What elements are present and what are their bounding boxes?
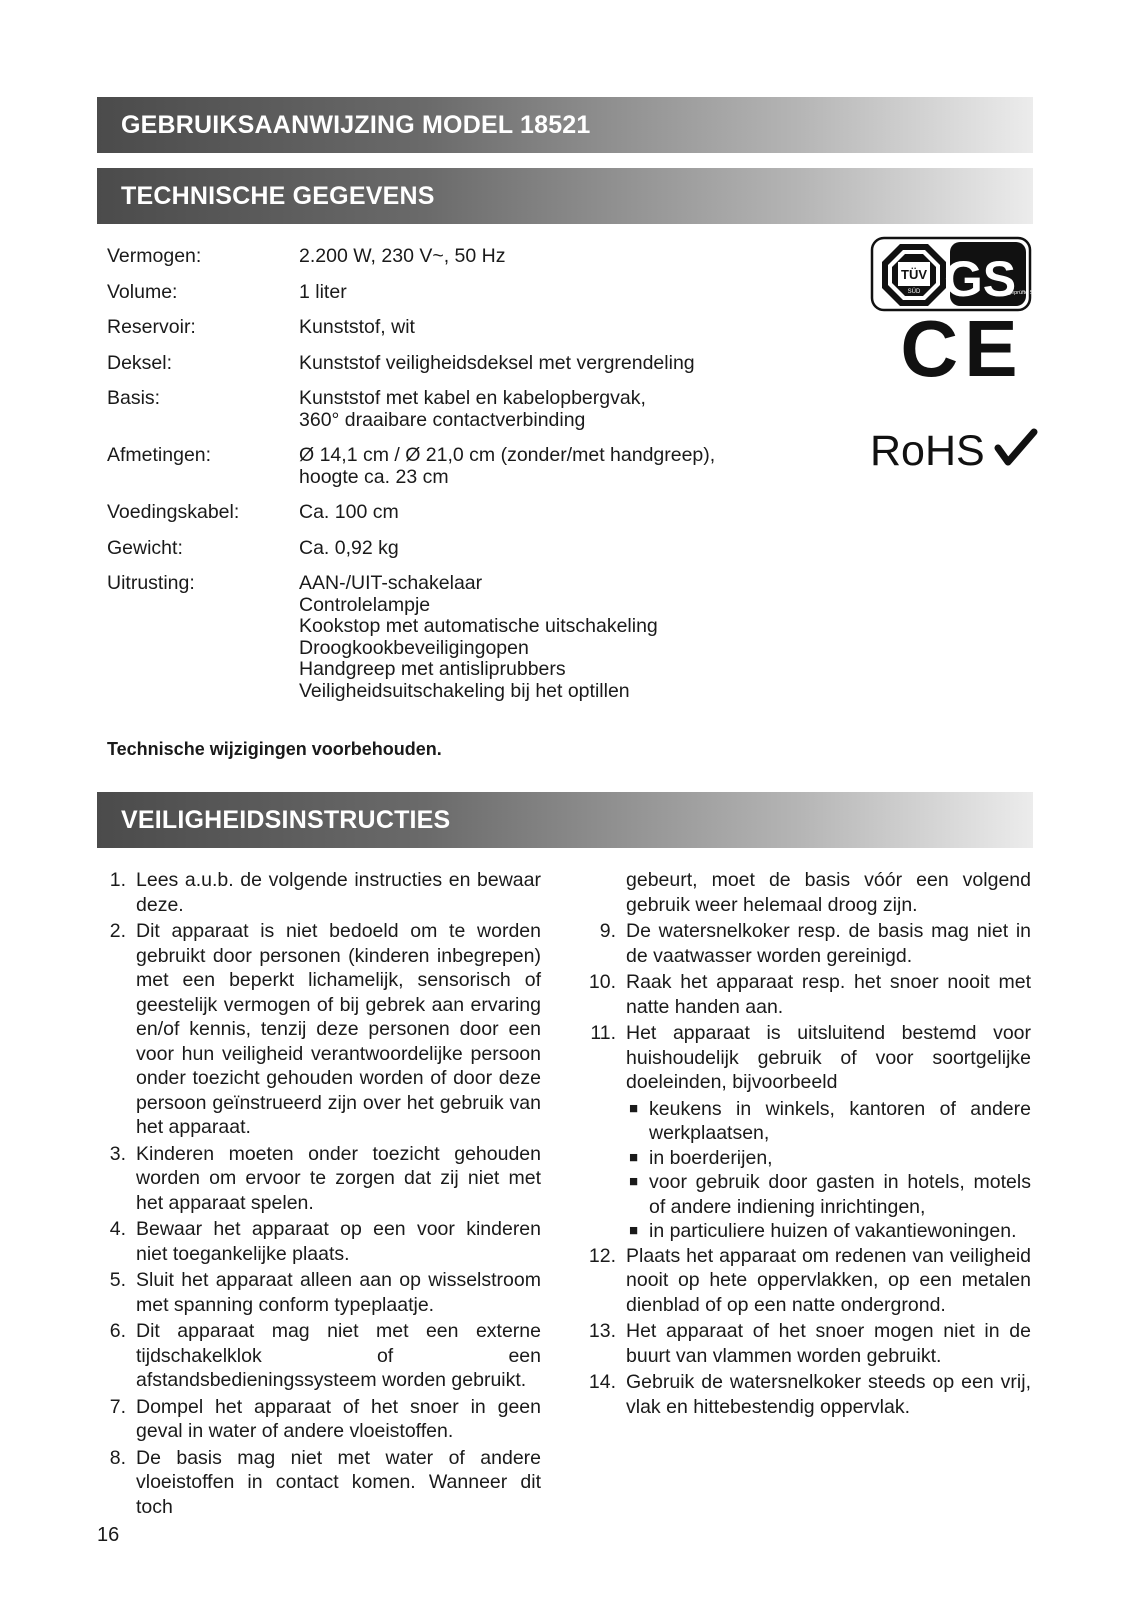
spec-row [107, 246, 787, 268]
spec-label: Voedingskabel: [107, 501, 240, 523]
spec-row [107, 282, 787, 304]
spec-label: Vermogen: [107, 245, 202, 267]
item-text: Plaats het apparaat om redenen van veiligheid nooit op hete oppervlakken, op een metalen dienblad of op een natte ondergrond. [626, 1244, 1031, 1316]
section-title-safety: VEILIGHEIDSINSTRUCTIES [121, 806, 451, 834]
item-number: 1. [109, 869, 126, 891]
technical-changes-note: Technische wijzigingen voorbehouden. [107, 739, 442, 759]
spec-value [299, 445, 787, 488]
item-number: 5. [109, 1269, 126, 1291]
section-title-technical-data: TECHNISCHE GEGEVENS [121, 182, 435, 210]
spec-row [107, 317, 787, 339]
list-item-continued [587, 868, 1031, 917]
list-item [97, 1217, 541, 1266]
spec-table [107, 246, 787, 716]
item-number: 4. [109, 1218, 126, 1240]
spec-row [107, 353, 787, 375]
spec-value-line: Kookstop met automatische uitschakeling [299, 615, 658, 637]
bullet-list [626, 1097, 1031, 1244]
spec-label: Reservoir: [107, 316, 196, 338]
spec-row [107, 388, 787, 431]
gs-text: GS [943, 251, 1017, 307]
bullet-text: voor gebruik door gasten in hotels, motels of andere indiening inrichtingen, [649, 1171, 1031, 1218]
tuv-text: TÜV [901, 267, 927, 282]
bullet-text: keukens in winkels, kantoren of andere werkplaatsen, [649, 1097, 1031, 1144]
item-text: Bewaar het apparaat op een voor kinderen niet toegankelijke plaats. [136, 1218, 541, 1265]
gs-small-text: geprüfte Sicherheit [1008, 290, 1055, 296]
spec-label: Deksel: [107, 351, 173, 374]
spec-value-line: 1 liter [299, 280, 347, 303]
spec-value-line: Ca. 0,92 kg [299, 536, 399, 559]
item-text: Raak het apparaat resp. het snoer nooit met natte handen aan. [626, 971, 1031, 1018]
list-item [97, 1395, 541, 1444]
item-number: 9. [599, 920, 616, 942]
spec-value-line: hoogte ca. 23 cm [299, 465, 449, 488]
spec-value-line: Ø 14,1 cm / Ø 21,0 cm (zonder/met handgreep), [299, 444, 716, 466]
bullet-square-icon: ■ [629, 1099, 639, 1117]
spec-label: Basis: [107, 387, 161, 409]
list-item [97, 919, 541, 1140]
spec-label: Volume: [107, 280, 178, 303]
list-item [587, 970, 1031, 1019]
item-number: 6. [109, 1320, 126, 1342]
ce-text: CE [900, 304, 1024, 393]
item-number: 11. [590, 1022, 616, 1044]
check-icon [998, 432, 1034, 462]
tuv-gs-mark [872, 238, 1055, 310]
bullet-text: in particuliere huizen of vakantiewoningen. [649, 1220, 1017, 1242]
spec-value-line: Kunststof veiligheidsdeksel met vergrendeling [299, 351, 695, 374]
spec-label: Gewicht: [107, 536, 183, 559]
spec-row [107, 538, 787, 560]
spec-value-line: Handgreep met antisliprubbers [299, 658, 566, 680]
spec-value [299, 353, 787, 375]
list-item [97, 1446, 541, 1520]
list-item [97, 1319, 541, 1393]
item-text: Dompel het apparaat of het snoer in geen geval in water of andere vloeistoffen. [136, 1395, 541, 1442]
spec-value [299, 538, 787, 560]
bullet-square-icon: ■ [629, 1173, 639, 1190]
spec-value [299, 573, 787, 702]
item-text: Dit apparaat is niet bedoeld om te worden gebruikt door personen (kinderen inbegrepen) met een beperkt lichamelijk, sensorisch of geestelijk vermogen of bij gebrek aan ervaring en/of kennis, tenzij deze personen door een voor hun veiligheid verantwoordelijke persoon onder toezicht gehouden worden of door deze persoon geïnstrueerd zijn over het gebruik van het apparaat. [136, 920, 541, 1138]
item-text: Sluit het apparaat alleen aan op wisselstroom met spanning conform typeplaatje. [136, 1269, 541, 1316]
spec-value [299, 282, 787, 304]
spec-value-line: 2.200 W, 230 V~, 50 Hz [299, 245, 506, 267]
item-text: Het apparaat is uitsluitend bestemd voor huishoudelijk gebruik of voor soortgelijke doeleinden, bijvoorbeeld [626, 1022, 1031, 1093]
document-title: GEBRUIKSAANWIJZING MODEL 18521 [121, 111, 591, 139]
list-item [587, 919, 1031, 968]
spec-label: Afmetingen: [107, 444, 212, 466]
spec-value [299, 317, 787, 339]
bullet-square-icon: ■ [629, 1222, 639, 1239]
list-item [587, 1021, 1031, 1095]
spec-label: Uitrusting: [107, 572, 195, 594]
item-number: 7. [109, 1395, 126, 1418]
certification-logos [870, 236, 1055, 481]
bullet-item [626, 1146, 1031, 1171]
item-text: Gebruik de watersnelkoker steeds op een vrij, vlak en hittebestendig oppervlak. [626, 1371, 1031, 1418]
spec-value-line: Controlelampje [299, 593, 431, 616]
page-number: 16 [97, 1524, 120, 1546]
section-header-safety [97, 792, 1033, 848]
spec-value-line: Kunststof met kabel en kabelopbergvak, [299, 387, 646, 409]
bullet-item [626, 1219, 1031, 1244]
section-header-technical-data [97, 168, 1033, 224]
safety-column-left [97, 868, 541, 1521]
bullet-item [626, 1170, 1031, 1219]
spec-row [107, 502, 787, 524]
tuv-sub-text: SÜD [907, 289, 921, 295]
item-text: De basis mag niet met water of andere vloeistoffen in contact komen. Wanneer dit toch [136, 1446, 541, 1518]
spec-value-line: Kunststof, wit [299, 316, 415, 338]
spec-value-line: Ca. 100 cm [299, 501, 399, 523]
item-number: 14. [588, 1371, 616, 1393]
item-text: Kinderen moeten onder toezicht gehouden worden om ervoor te zorgen dat zij niet met het apparaat spelen. [136, 1142, 541, 1214]
spec-row [107, 573, 787, 702]
spec-value-line: Veiligheidsuitschakeling bij het optillen [299, 679, 630, 702]
list-item [587, 1370, 1031, 1419]
bullet-text: in boerderijen, [649, 1146, 773, 1169]
list-item [587, 1244, 1031, 1318]
spec-value [299, 502, 787, 524]
item-number: 12. [588, 1244, 616, 1267]
item-text: Het apparaat of het snoer mogen niet in de buurt van vlammen worden gebruikt. [626, 1320, 1031, 1367]
rohs-mark [870, 427, 1034, 475]
list-item [97, 1142, 541, 1216]
item-number: 13. [588, 1320, 616, 1342]
item-number: 10. [588, 971, 616, 993]
item-number [587, 868, 626, 917]
item-text: Dit apparaat mag niet met een externe tijdschakelklok of een afstandsbedieningssysteem worden gebruikt. [136, 1320, 541, 1391]
spec-value-line: 360° draaibare contactverbinding [299, 408, 586, 431]
spec-value-line: AAN-/UIT-schakelaar [299, 572, 483, 594]
ce-mark [900, 304, 1023, 393]
safety-column-right [587, 868, 1031, 1421]
rohs-text: RoHS [870, 427, 985, 475]
item-text: De watersnelkoker resp. de basis mag niet in de vaatwasser worden gereinigd. [626, 920, 1031, 967]
spec-value-line: Droogkookbeveiligingopen [299, 636, 529, 659]
certification-marks-svg [870, 236, 1055, 476]
document-title-bar [97, 97, 1033, 153]
list-item [97, 868, 541, 917]
list-item [587, 1319, 1031, 1368]
bullet-square-icon: ■ [629, 1148, 639, 1166]
bullet-item [626, 1097, 1031, 1146]
item-number: 3. [109, 1142, 126, 1165]
item-text: gebeurt, moet de basis vóór een volgend gebruik weer helemaal droog zijn. [626, 869, 1031, 916]
spec-value [299, 388, 787, 431]
item-number: 8. [109, 1446, 126, 1469]
item-text: Lees a.u.b. de volgende instructies en bewaar deze. [136, 869, 541, 916]
spec-row [107, 445, 787, 488]
spec-value [299, 246, 787, 268]
item-number: 2. [109, 920, 126, 942]
list-item [97, 1268, 541, 1317]
